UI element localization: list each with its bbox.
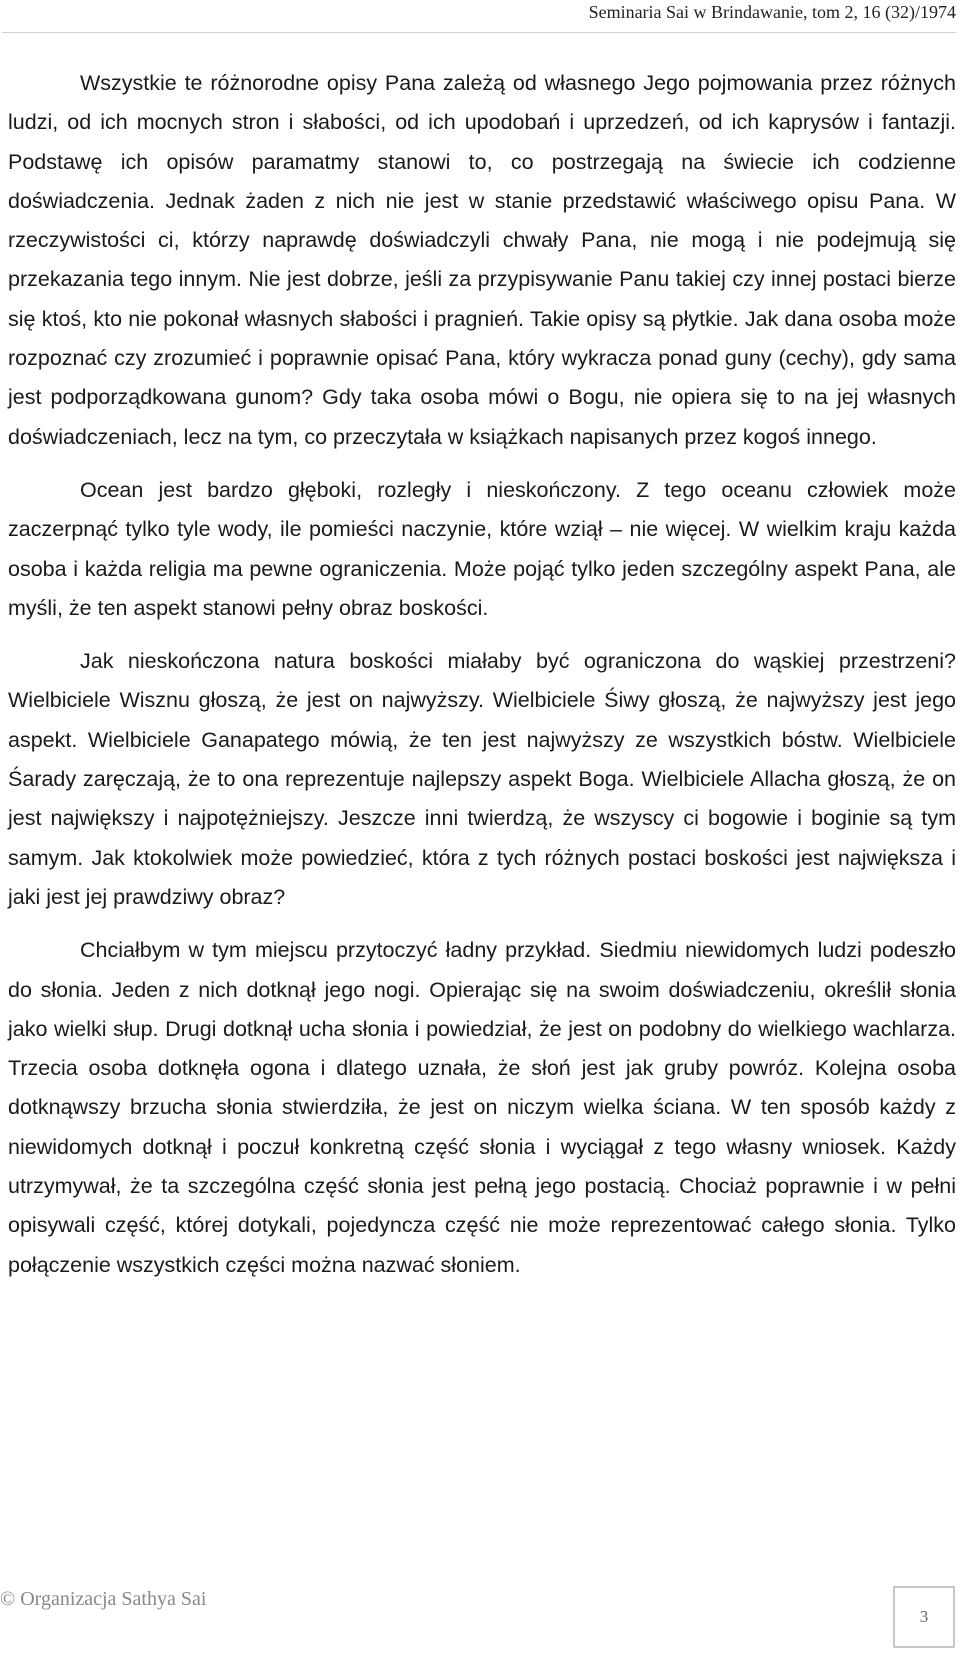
header-divider xyxy=(2,32,956,33)
running-header: Seminaria Sai w Brindawanie, tom 2, 16 (32)/1974 xyxy=(588,2,956,22)
page-number: 3 xyxy=(919,1607,929,1626)
page-number-box xyxy=(893,1586,955,1648)
paragraph-3: Jak nieskończona natura boskości miałaby być ograniczona do wąskiej przestrzeni? Wielbiciele Wisznu głoszą, że jest on najwyższy. Wielbiciele Śiwy głoszą, że najwyższy jest jego aspekt. Wielbiciele Ganapatego mówią, że ten jest najwyższy ze wszystkich bóstw. Wielbiciele Śarady zaręczają, że to ona reprezentuje najlepszy aspekt Boga. Wielbiciele Allacha głoszą, że on jest największy i najpotężniejszy. Jeszcze inni twierdzą, że wszyscy ci bogowie i boginie są tym samym. Jak ktokolwiek może powiedzieć, która z tych różnych postaci boskości jest największa i jaki jest jej prawdziwy obraz? xyxy=(8,649,956,909)
paragraph-2: Ocean jest bardzo głęboki, rozległy i nieskończony. Z tego oceanu człowiek może zaczerpnąć tylko tyle wody, ile pomieści naczynie, które wziął – nie więcej. W wielkim kraju każda osoba i każda religia ma pewne ograniczenia. Może pojąć tylko jeden szczególny aspekt Pana, ale myśli, że ten aspekt stanowi pełny obraz boskości. xyxy=(8,477,956,620)
body-text xyxy=(8,64,956,1285)
paragraph-4: Chciałbym w tym miejscu przytoczyć ładny przykład. Siedmiu niewidomych ludzi podeszło do słonia. Jeden z nich dotknął jego nogi. Opierając się na swoim doświadczeniu, określił słonia jako wielki słup. Drugi dotknął ucha słonia i powiedział, że jest on podobny do wielkiego wachlarza. Trzecia osoba dotknęła ogona i dlatego uznała, że słoń jest jak gruby powróz. Kolejna osoba dotknąwszy brzucha słonia stwierdziła, że jest on niczym wielka ściana. W ten sposób każdy z niewidomych dotknął i poczuł konkretną część słonia i wyciągał z tego własny wniosek. Każdy utrzymywał, że ta szczególna część słonia jest pełną jego postacią. Chociaż poprawnie i w pełni opisywali część, której dotykali, pojedyncza część nie może reprezentować całego słonia. Tylko połączenie wszystkich części można nazwać słoniem. xyxy=(8,938,956,1277)
paragraph-1: Wszystkie te różnorodne opisy Pana zależą od własnego Jego pojmowania przez różnych ludzi, od ich mocnych stron i słabości, od ich upodobań i uprzedzeń, od ich kaprysów i fantazji. Podstawę ich opisów paramatmy stanowi to, co postrzegają na świecie ich codzienne doświadczenia. Jednak żaden z nich nie jest w stanie przedstawić właściwego opisu Pana. W rzeczywistości ci, którzy naprawdę doświadczyli chwały Pana, nie mogą i nie podejmują się przekazania tego innym. Nie jest dobrze, jeśli za przypisywanie Panu takiej czy innej postaci bierze się ktoś, kto nie pokonał własnych słabości i pragnień. Takie opisy są płytkie. Jak dana osoba może rozpoznać czy zrozumieć i poprawnie opisać Pana, który wykracza ponad guny (cechy), gdy sama jest podporządkowana gunom? Gdy taka osoba mówi o Bogu, nie opiera się to na jej własnych doświadczeniach, lecz na tym, co przeczytała w książkach napisanych przez kogoś innego. xyxy=(8,71,956,449)
footer-copyright: © Organizacja Sathya Sai xyxy=(0,1588,207,1610)
